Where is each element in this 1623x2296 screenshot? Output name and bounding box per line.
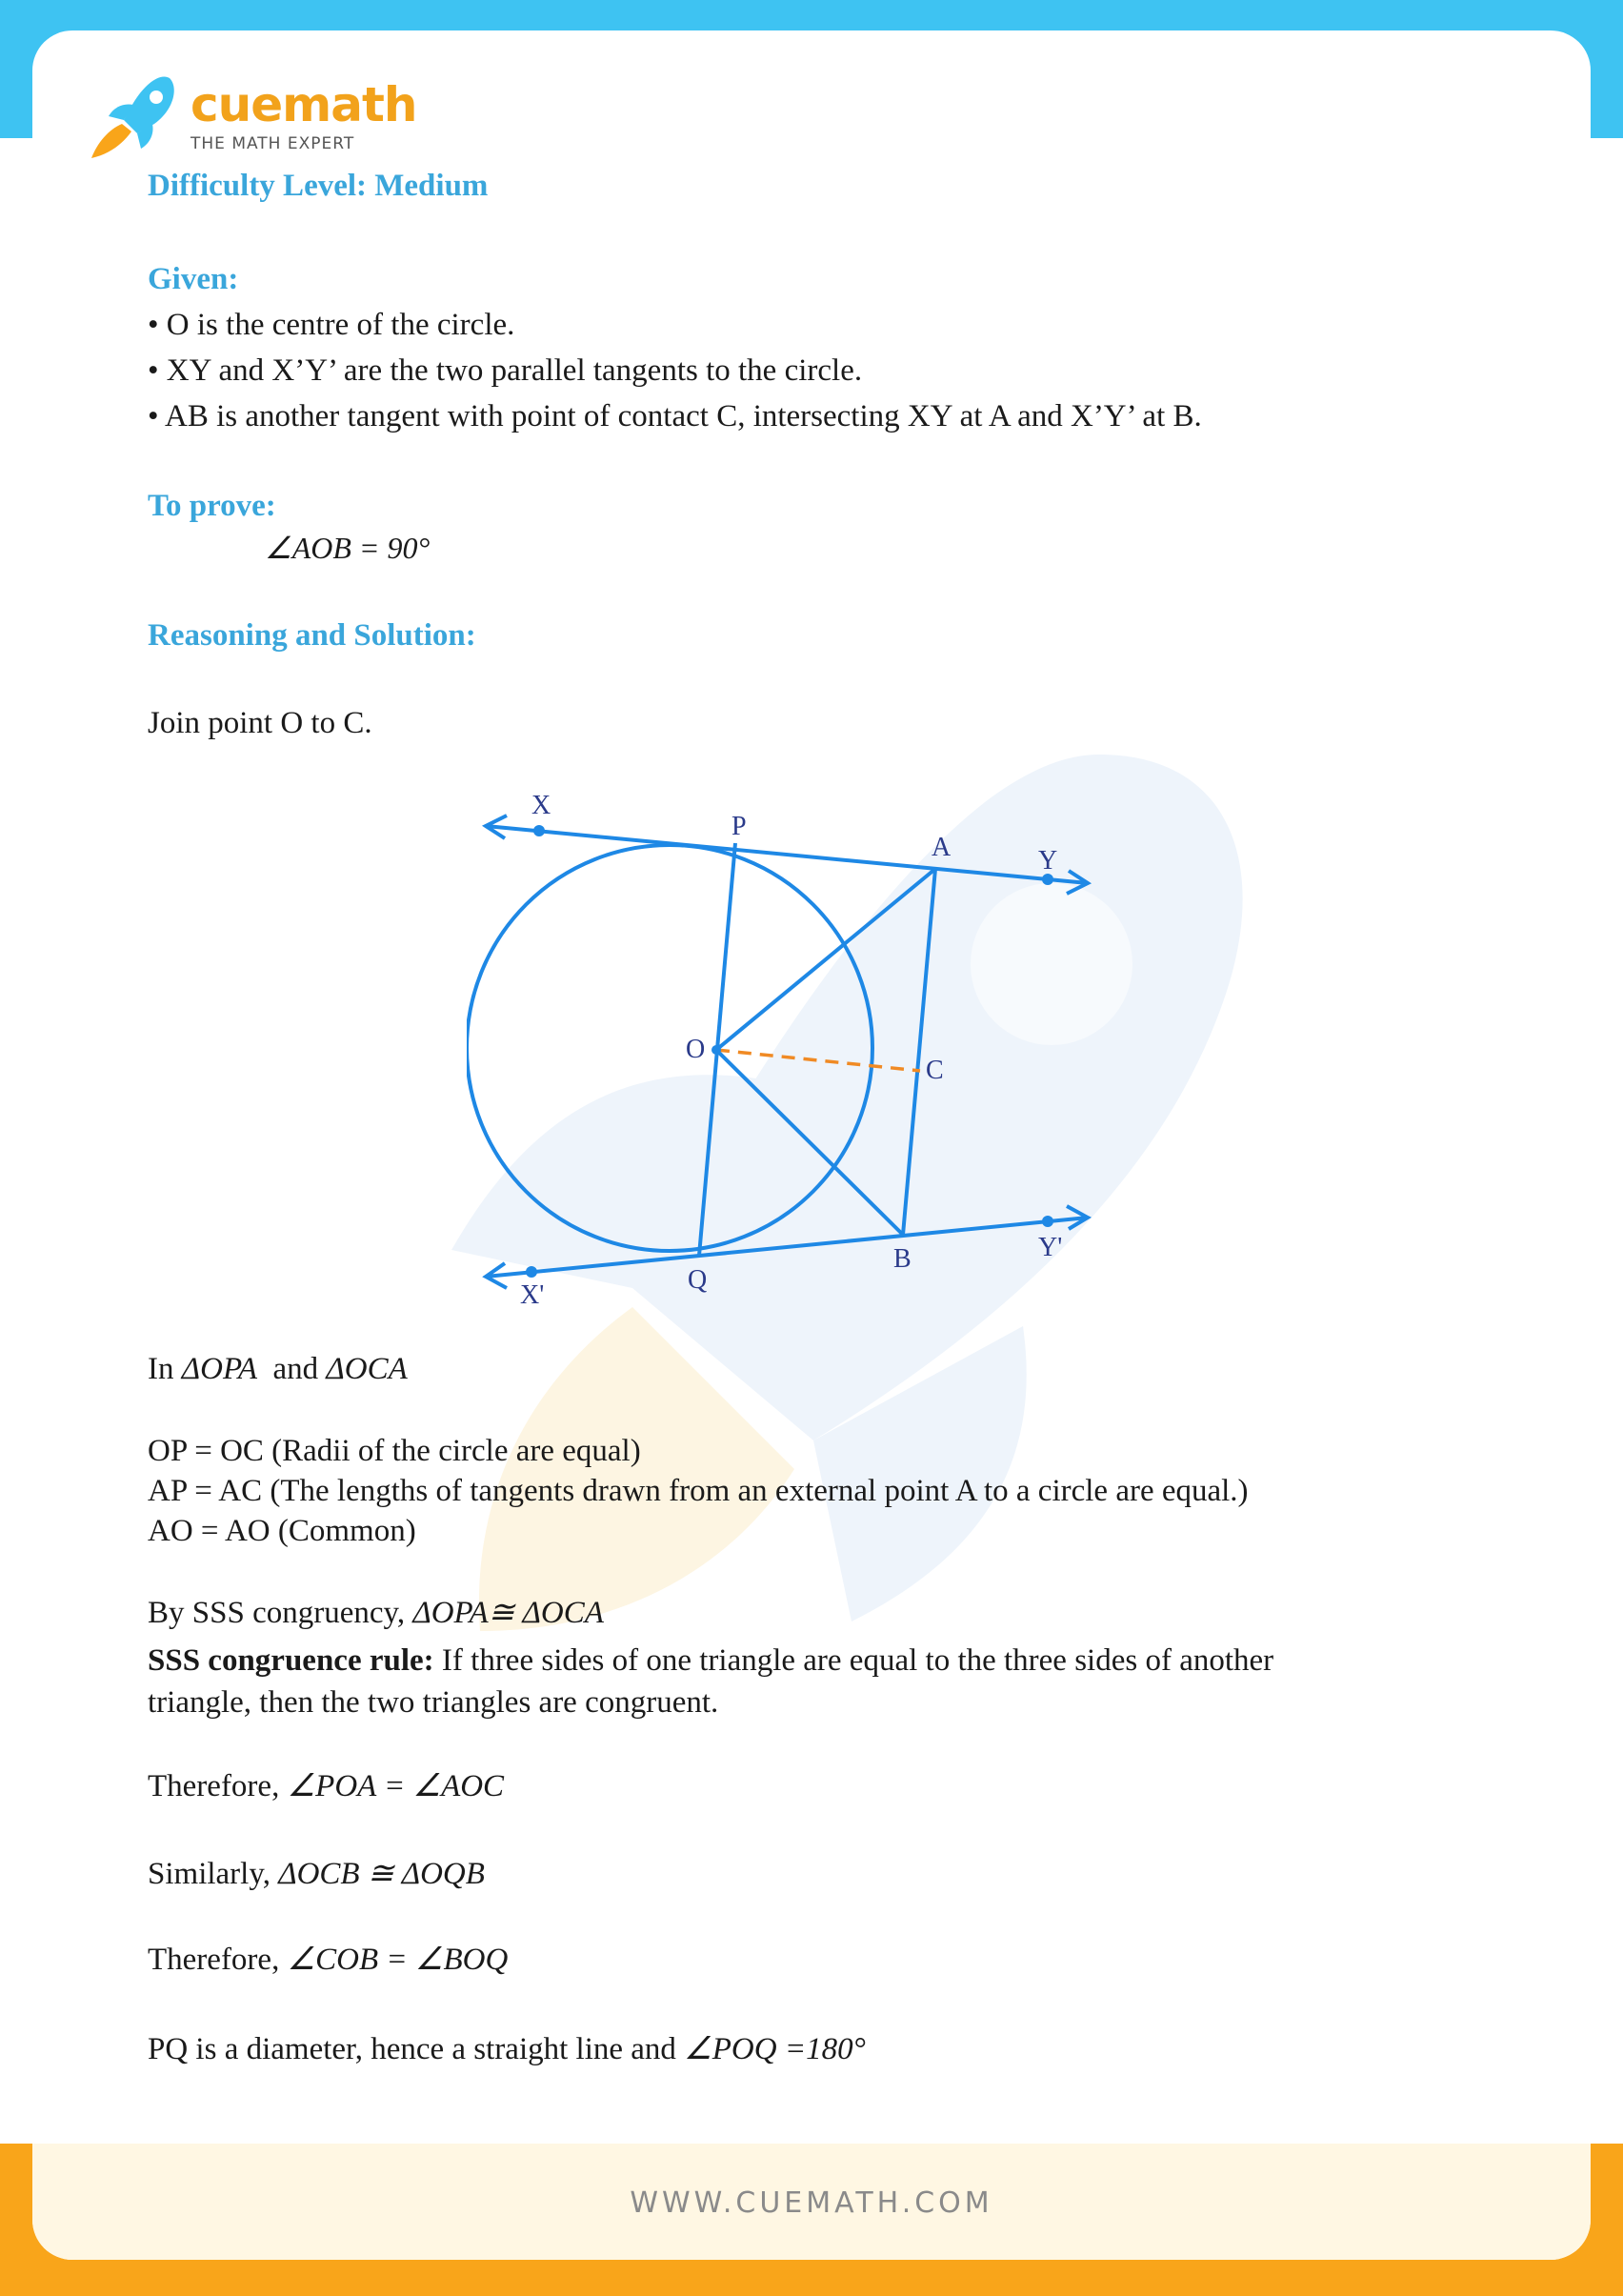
solution-heading: Reasoning and Solution: [148, 618, 476, 653]
footer-strip [32, 2144, 1591, 2260]
sss-prefix: By SSS congruency, [148, 1596, 406, 1630]
label-a: A [932, 833, 952, 862]
similarly-prefix: Similarly, [148, 1857, 270, 1891]
similarly-line [148, 1856, 485, 1894]
triangles-prefix: In [148, 1352, 174, 1386]
label-q: Q [688, 1265, 708, 1295]
therefore-math: ∠POA = ∠AOC [287, 1769, 505, 1803]
cuemath-logo [88, 74, 416, 160]
equality-line: OP = OC (Radii of the circle are equal) [148, 1434, 641, 1468]
triangle-oca: ΔOCA [326, 1352, 408, 1386]
segment-ob [716, 1050, 903, 1235]
circle [467, 845, 872, 1251]
segment-oc [716, 1050, 920, 1071]
sss-rule-line-2: triangle, then the two triangles are congruent. [148, 1685, 719, 1720]
label-x: X [531, 791, 551, 820]
join-text: Join point O to C. [148, 706, 372, 740]
label-y: Y [1038, 846, 1058, 876]
given-heading: Given: [148, 262, 239, 296]
point-o [711, 1045, 721, 1055]
to-prove-statement: ∠AOB = 90° [265, 531, 431, 565]
point-x [533, 825, 545, 836]
label-y-prime: Y' [1038, 1233, 1063, 1262]
point-y-prime [1042, 1216, 1053, 1227]
therefore-prefix: Therefore, [148, 1769, 280, 1803]
tangent-diagram [467, 791, 1114, 1324]
difficulty-level: Difficulty Level: Medium [148, 169, 489, 203]
therefore-prefix: Therefore, [148, 1943, 280, 1977]
brand-tagline: THE MATH EXPERT [190, 134, 355, 153]
segment-oa [716, 869, 935, 1050]
label-p: P [731, 812, 747, 841]
point-x-prime [526, 1266, 537, 1278]
tangent-ab [903, 869, 935, 1235]
sss-math: ΔOPA≅ ΔOCA [412, 1596, 604, 1630]
therefore-line-1 [148, 1768, 504, 1806]
triangles-and: and [272, 1352, 319, 1386]
given-item: • O is the centre of the circle. [148, 308, 515, 342]
label-c: C [926, 1056, 944, 1085]
pq-prefix: PQ is a diameter, hence a straight line and [148, 2032, 676, 2066]
label-x-prime: X' [520, 1280, 545, 1310]
label-o: O [686, 1035, 706, 1064]
label-b: B [893, 1244, 912, 1274]
given-item: • AB is another tangent with point of contact C, intersecting XY at A and X’Y’ at B. [148, 399, 1202, 433]
sss-line [148, 1595, 604, 1633]
sss-rule-line [148, 1642, 1273, 1681]
footer-url: WWW.CUEMATH.COM [630, 2186, 993, 2220]
triangles-line [148, 1351, 408, 1389]
triangle-opa: ΔOPA [181, 1352, 258, 1386]
pq-math: ∠POQ =180° [684, 2032, 866, 2066]
pq-line [148, 2031, 866, 2069]
similarly-math: ΔOCB ≅ ΔOQB [278, 1857, 485, 1891]
rocket-logo-icon [88, 74, 183, 160]
equality-line: AP = AC (The lengths of tangents drawn from an external point A to a circle are equal.) [148, 1474, 1249, 1508]
sss-rule-label: SSS congruence rule: [148, 1643, 434, 1678]
therefore-line-2 [148, 1942, 508, 1980]
equality-line: AO = AO (Common) [148, 1514, 416, 1548]
brand-name: cuemath [190, 77, 417, 132]
therefore-math: ∠COB = ∠BOQ [287, 1943, 509, 1977]
to-prove-heading: To prove: [148, 489, 276, 523]
sss-rule-text: If three sides of one triangle are equal to the three sides of another [433, 1643, 1274, 1678]
given-item: • XY and X’Y’ are the two parallel tangents to the circle. [148, 353, 863, 388]
tangent-xy [486, 826, 1088, 883]
